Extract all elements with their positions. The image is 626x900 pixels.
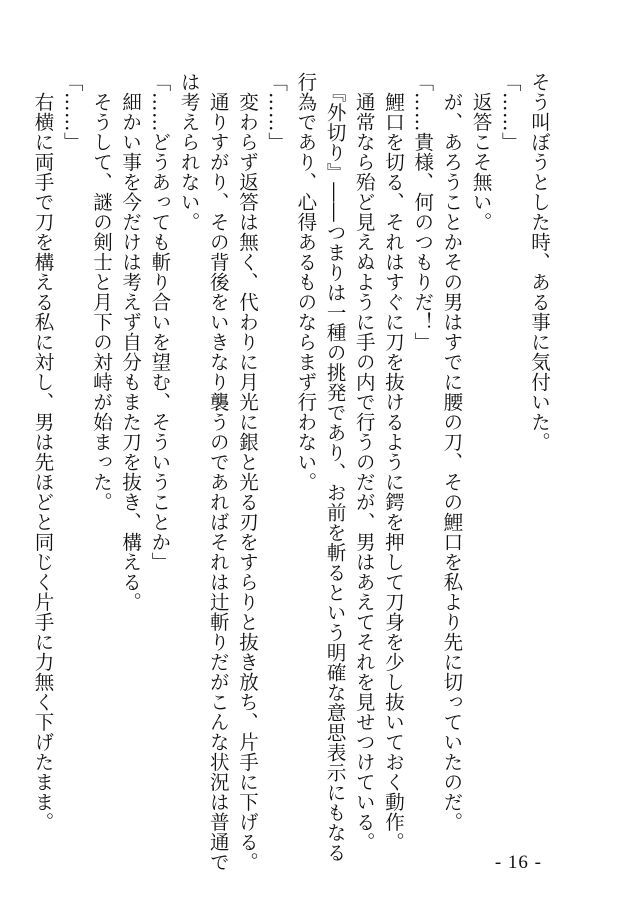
text-line: が、あろうことかその男はすでに腰の刀、その鯉口を私より先に切っていたのだ。: [440, 72, 464, 832]
text-line: 変わらず返答は無く、代わりに月光に銀と光る刃をすらりと抜き放ち、片手に下げる。: [235, 72, 259, 872]
text-line: 通常なら殆ど見えぬように手の内で行うのだが、男はあえてそれを見せつけている。: [352, 72, 376, 852]
text-line: 「……どうあっても斬り合いを望む、そういうことか」: [148, 72, 172, 572]
text-line: は考えられない。: [177, 72, 201, 232]
text-line: 細かい事を今だけは考えず自分もまた刀を抜き、構える。: [119, 72, 143, 612]
text-line: そう叫ぼうとした時、ある事に気付いた。: [528, 72, 551, 452]
text-line: 行為であり、心得あるものならまず行わない。: [294, 72, 318, 492]
text-line: 「……貴様、何のつもりだ！」: [411, 72, 435, 352]
text-line: 「……」: [265, 72, 289, 152]
text-line: 右横に両手で刀を構える私に対し、男は先ほどと同じく片手に力無く下げたまま。: [31, 72, 55, 832]
text-line: 返答こそ無い。: [469, 72, 493, 232]
text-line: 「……」: [60, 72, 84, 152]
text-line: 通りすがり、その背後をいきなり襲うのであればそれは辻斬りだがこんな状況は普通で: [206, 72, 230, 872]
text-line: 鯉口を切る、それはすぐに刀を抜けるように鍔を押して刀身を少し抜いておく動作。: [381, 72, 405, 852]
text-line: 『外切り』――つまりは一種の挑発であり、お前を斬るという明確な意思表示にもなる: [323, 72, 347, 863]
text-line: そうして、謎の剣士と月下の対峙が始まった。: [89, 72, 113, 512]
page-number: - 16 -: [494, 852, 542, 873]
text-line: 「……」: [498, 72, 522, 152]
